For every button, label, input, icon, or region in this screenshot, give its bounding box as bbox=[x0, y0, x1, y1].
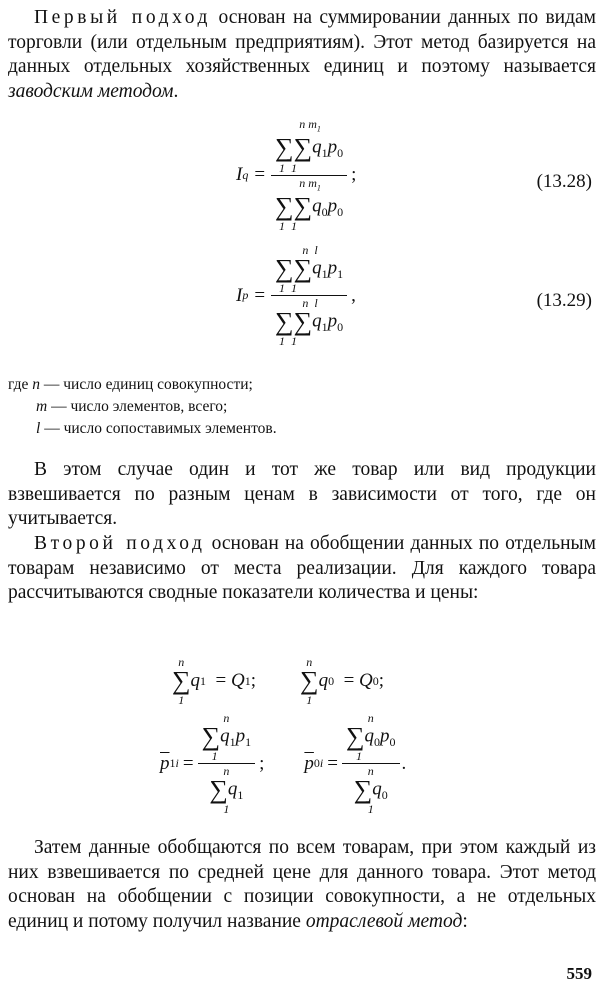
definition-line: m — число элементов, всего; bbox=[36, 398, 228, 415]
formula-13-29: I p = n l $\sum\sum q_1p_1$ 1 1 n l $\sum\sum q_1p_0$ 1 1 , bbox=[236, 243, 356, 349]
paragraph-second-approach: Второй подход основан на обобщении данных по отдельным товарам независимо от места реализации. Для каждого товара рассчитываются сводные показатели количества и цены: bbox=[8, 533, 596, 603]
equation-number: (13.29) bbox=[536, 290, 592, 311]
variable-definitions bbox=[8, 374, 277, 440]
factory-method-term: заводским методом bbox=[8, 80, 174, 102]
paragraph-text: основан на суммировании данных по видам торговли (или отдельным предприятиям). Этот метод базируется на данных отдельных хозяйственных единиц и поэтому называется bbox=[8, 7, 596, 77]
first-approach-heading: Первый подход bbox=[34, 7, 212, 28]
definition-line: где n — число единиц совокупности; bbox=[8, 376, 253, 393]
paragraph-factory-method: Первый подход основан на суммировании данных по видам торговли (или отдельным предприятиям). Этот метод базируется на данных отдельных хозяйственных единиц и поэтому называется заводским методом. bbox=[8, 7, 596, 102]
page-number: 559 bbox=[566, 964, 592, 983]
second-approach-heading: Второй подход bbox=[34, 533, 206, 554]
paragraph-weighting: В этом случае один и тот же товар или вид продукции взвешивается по разным ценам в зависимости от того, где он учитывается. bbox=[8, 459, 596, 529]
formula-quantity-totals: n ∑ 1 q 1 = Q 1 ; n ∑ 1 q 0 = Q 0 ; bbox=[172, 655, 385, 707]
industry-method-term: отраслевой метод bbox=[305, 910, 463, 932]
formula-average-prices: $\overline{p}$ 1i = n $\sum q_1p_1$ 1 n $\sum q_1$ 1 ; $\overline{p}$ 0i = n $\sum q_0p_0$ 1 n $\sum q_0$ 1 . bbox=[160, 711, 407, 817]
definition-line: l — число сопоставимых элементов. bbox=[36, 420, 277, 437]
paragraph-industry-method: Затем данные обобщаются по всем товарам, при этом каждый из них взвешивается по средней цене для данного товара. Этот метод основан на обобщении с позиции совокупности, а не отдельных единиц и потому получил название отраслевой метод: bbox=[8, 837, 596, 932]
equation-number: (13.28) bbox=[536, 171, 592, 192]
formula-13-28: I q = n $m_1$ $\sum\sum q_1p_0$ 1 1 n $m_1$ $\sum\sum q_0p_0$ 1 1 ; bbox=[236, 117, 357, 234]
